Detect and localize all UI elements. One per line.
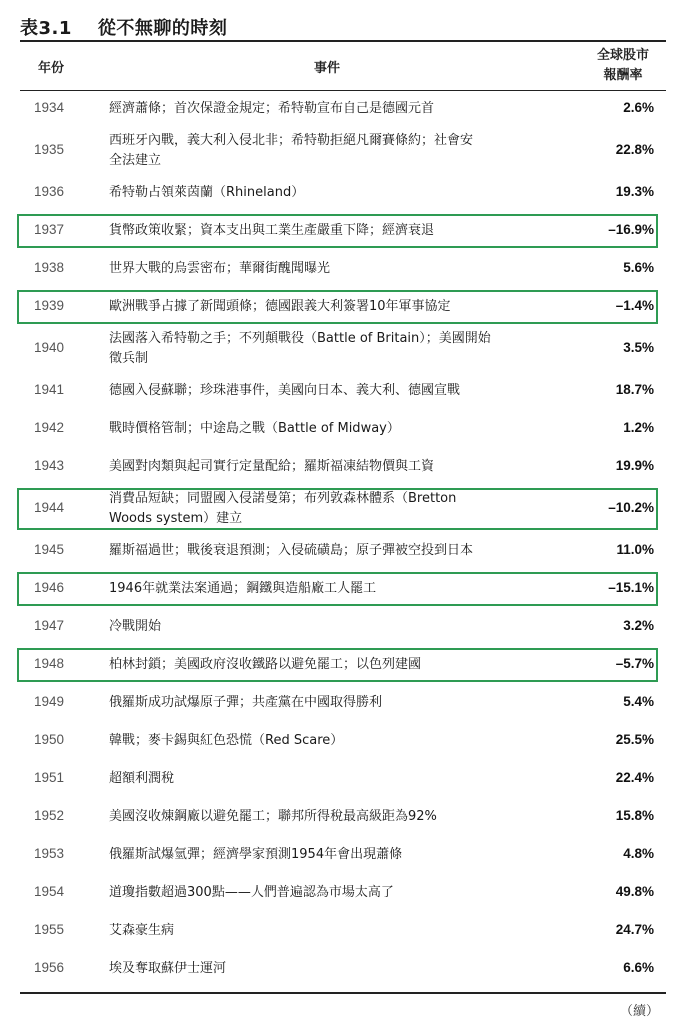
row-event: 俄羅斯成功試爆原子彈；共產黨在中國取得勝利	[109, 695, 383, 710]
table-row	[20, 326, 666, 372]
row-event: 柏林封鎖；美國政府沒收鐵路以避免罷工；以色列建國	[109, 657, 422, 672]
row-return: 49.8%	[615, 884, 654, 899]
row-return: 3.2%	[623, 618, 654, 633]
row-year: 1939	[34, 298, 65, 313]
row-return: 15.8%	[615, 808, 654, 823]
table-row	[20, 448, 666, 486]
row-return: –10.2%	[608, 500, 654, 515]
row-event: 希特勒占領萊茵蘭（Rhineland）	[109, 185, 305, 200]
table-row	[20, 372, 666, 410]
row-year: 1942	[34, 420, 65, 435]
row-return: 5.6%	[623, 260, 654, 275]
row-return: 1.2%	[623, 420, 654, 435]
highlight-box	[17, 488, 658, 530]
row-return: 19.9%	[615, 458, 654, 473]
table-row	[20, 722, 666, 760]
header-return	[583, 46, 663, 86]
highlight-box	[17, 214, 658, 248]
table-row	[20, 874, 666, 912]
row-year: 1947	[34, 618, 65, 633]
row-year: 1941	[34, 382, 65, 397]
row-return: –5.7%	[615, 656, 654, 671]
row-return: 18.7%	[615, 382, 654, 397]
row-event: 韓戰；麥卡錫與紅色恐慌（Red Scare）	[109, 733, 344, 748]
header-return-line2: 報酬率	[603, 68, 643, 83]
row-event: 羅斯福過世；戰後衰退預測；入侵硫磺島；原子彈被空投到日本	[109, 543, 474, 558]
row-year: 1938	[34, 260, 65, 275]
table-title-text: 從不無聊的時刻	[97, 18, 228, 39]
row-event: 俄羅斯試爆氫彈；經濟學家預測1954年會出現蕭條	[109, 847, 403, 862]
row-year: 1936	[34, 184, 65, 199]
row-event: 法國落入希特勒之手；不列顛戰役（Battle of Britain）；美國開始 徵兵制	[109, 331, 491, 366]
row-year: 1946	[34, 580, 65, 595]
row-year: 1934	[34, 100, 65, 115]
row-year: 1937	[34, 222, 65, 237]
row-event: 世界大戰的烏雲密布；華爾街醜聞曝光	[109, 261, 331, 276]
row-year: 1940	[34, 340, 65, 355]
row-year: 1943	[34, 458, 65, 473]
highlight-box	[17, 290, 658, 324]
row-event: 德國入侵蘇聯；珍珠港事件，美國向日本、義大利、德國宣戰	[109, 383, 461, 398]
row-event: 超額利潤稅	[109, 771, 175, 786]
bottom-rule	[20, 992, 666, 994]
row-year: 1952	[34, 808, 65, 823]
table-row	[20, 608, 666, 646]
row-event: 貨幣政策收緊；資本支出與工業生產嚴重下降；經濟衰退	[109, 223, 435, 238]
row-event: 美國沒收煉鋼廠以避免罷工；聯邦所得稅最高級距為92%	[109, 809, 437, 824]
row-year: 1951	[34, 770, 65, 785]
table-row	[20, 798, 666, 836]
header-year: 年份	[38, 61, 65, 76]
row-event: 經濟蕭條；首次保證金規定；希特勒宣布自己是德國元首	[109, 101, 435, 116]
table-row	[20, 950, 666, 988]
header-event: 事件	[314, 61, 341, 76]
row-year: 1945	[34, 542, 65, 557]
row-return: 2.6%	[623, 100, 654, 115]
row-event: 歐洲戰爭占據了新聞頭條；德國跟義大利簽署10年軍事協定	[109, 299, 451, 314]
row-return: 3.5%	[623, 340, 654, 355]
row-year: 1949	[34, 694, 65, 709]
row-return: 5.4%	[623, 694, 654, 709]
row-event: 道瓊指數超過300點——人們普遍認為市場太高了	[109, 885, 394, 900]
row-return: 6.6%	[623, 960, 654, 975]
row-event: 埃及奪取蘇伊士運河	[109, 961, 227, 976]
table-row	[20, 912, 666, 950]
row-return: 19.3%	[615, 184, 654, 199]
row-return: 24.7%	[615, 922, 654, 937]
row-year: 1955	[34, 922, 65, 937]
row-event: 艾森豪生病	[109, 923, 175, 938]
table-row	[20, 174, 666, 212]
top-rule	[20, 40, 666, 42]
row-event: 美國對肉類與起司實行定量配給；羅斯福凍結物價與工資	[109, 459, 435, 474]
row-event: 戰時價格管制；中途島之戰（Battle of Midway）	[109, 421, 400, 436]
row-year: 1944	[34, 500, 65, 515]
row-year: 1954	[34, 884, 65, 899]
table-row	[20, 532, 666, 570]
row-year: 1935	[34, 142, 65, 157]
row-return: 25.5%	[615, 732, 654, 747]
row-year: 1953	[34, 846, 65, 861]
row-event: 消費品短缺；同盟國入侵諾曼第；布列敦森林體系（Bretton Woods system）建立	[109, 491, 457, 526]
row-return: –15.1%	[608, 580, 654, 595]
table-row	[20, 90, 666, 128]
table-row	[20, 410, 666, 448]
table-row	[20, 128, 666, 174]
row-year: 1948	[34, 656, 65, 671]
header-return-line1: 全球股市	[596, 48, 649, 63]
row-return: –16.9%	[608, 222, 654, 237]
table-number: 表3.1	[20, 18, 72, 39]
highlight-box	[17, 572, 658, 606]
row-return: –1.4%	[615, 298, 654, 313]
highlight-box	[17, 648, 658, 682]
continued-note: （續）	[619, 1004, 659, 1019]
row-event: 1946年就業法案通過；鋼鐵與造船廠工人罷工	[109, 581, 377, 596]
table-row	[20, 836, 666, 874]
row-return: 11.0%	[616, 542, 654, 557]
table-row	[20, 250, 666, 288]
row-year: 1956	[34, 960, 65, 975]
table-row	[20, 684, 666, 722]
row-return: 22.4%	[615, 770, 654, 785]
row-event: 西班牙內戰，義大利入侵北非；希特勒拒絕凡爾賽條約；社會安 全法建立	[109, 133, 474, 168]
table-row	[20, 760, 666, 798]
row-return: 22.8%	[615, 142, 654, 157]
row-return: 4.8%	[623, 846, 654, 861]
table-title	[20, 14, 227, 40]
row-event: 冷戰開始	[109, 619, 162, 634]
row-year: 1950	[34, 732, 65, 747]
